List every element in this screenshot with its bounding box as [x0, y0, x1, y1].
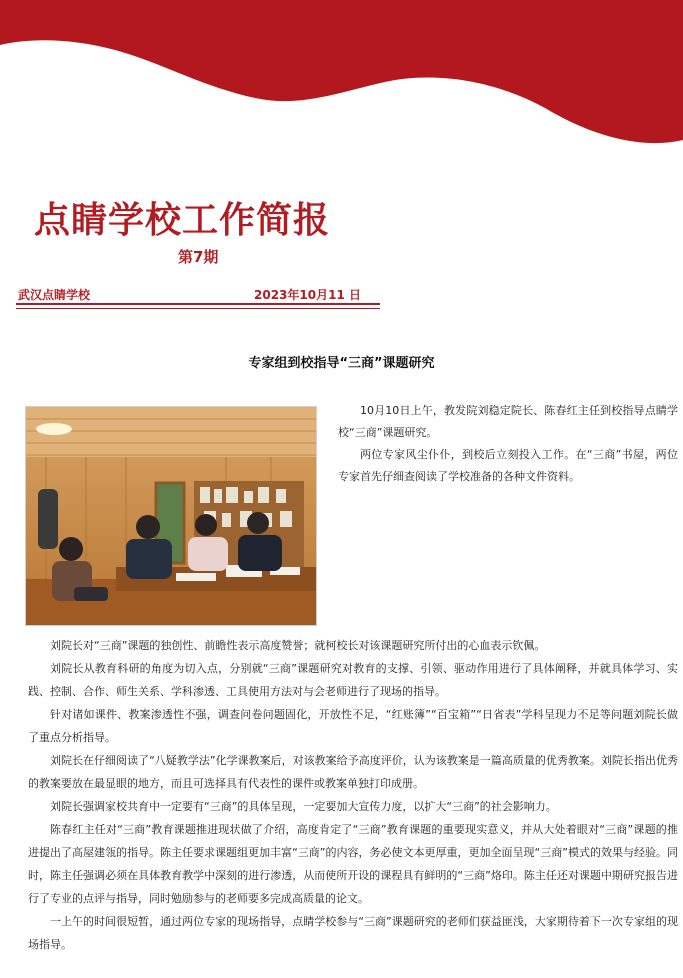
- article-intro: [338, 400, 678, 488]
- meeting-photo: [25, 406, 317, 626]
- issue-number: 第7期: [178, 248, 219, 266]
- body-paragraph: 陈春红主任对“三商”教育课题推进现状做了介绍，高度肯定了“三商”教育课题的重要现实意义，并从大处着眼对“三商”课题的推进提出了高屋建瓴的指导。陈主任要求课题组更加丰富“三商”的内容，务必使文本更厚重，更加全面呈现“三商”模式的效果与经验。同时，陈主任强调必须在具体教育教学中深刻的进行渗透，从而使所开设的课程具有鲜明的“三商”烙印。陈主任还对课题中期研究报告进行了专业的点评与指导，同时勉励参与的老师要多完成高质量的论文。: [28, 823, 678, 905]
- body-paragraph: 刘院长强调家校共育中一定要有“三商”的具体呈现，一定要加大宣传力度，以扩大“三商”的社会影响力。: [50, 800, 557, 813]
- body-paragraph: 一上午的时间很短暂，通过两位专家的现场指导，点睛学校参与“三商”课题研究的老师们获益匪浅，大家期待着下一次专家组的现场指导。: [28, 915, 678, 951]
- header-rule-thick: [16, 303, 380, 305]
- body-paragraph: 刘院长对“三商”课题的独创性、前瞻性表示高度赞誉；就柯校长对该课题研究所付出的心血表示钦佩。: [50, 639, 546, 652]
- header-rule-thin: [16, 308, 380, 309]
- header-wave-decoration: [0, 0, 683, 150]
- publish-date: 2023年10月11 日: [254, 288, 361, 302]
- intro-paragraph: 10月10日上午，教发院刘稳定院长、陈春红主任到校指导点睛学校“三商”课题研究。: [338, 404, 678, 439]
- page-title: 点睛学校工作简报: [34, 200, 331, 241]
- intro-paragraph: 两位专家风尘仆仆，到校后立刻投入工作。在“三商”书屋，两位专家首先仔细查阅读了学校准备的各种文件资料。: [338, 448, 678, 483]
- body-paragraph: 针对诸如课件、教案渗透性不强，调查问卷问题固化，开放性不足，“红账簿”“百宝箱”“日省表”学科呈现力不足等问题刘院长做了重点分析指导。: [28, 708, 678, 744]
- article-body: [28, 634, 678, 956]
- body-paragraph: 刘院长在仔细阅读了“八疑教学法”化学课教案后，对该教案给予高度评价，认为该教案是一篇高质量的优秀教案。刘院长指出优秀的教案要放在最显眼的地方，而且可选择具有代表性的课件或教案单独打印成册。: [28, 754, 678, 790]
- school-name: 武汉点睛学校: [18, 288, 91, 302]
- body-paragraph: 刘院长从教育科研的角度为切入点，分别就“三商”课题研究对教育的支撑、引领、驱动作用进行了具体阐释，并就具体学习、实践、控制、合作、师生关系、学科渗透、工具使用方法对与会老师进行了现场的指导。: [28, 662, 678, 698]
- article-headline: 专家组到校指导“三商”课题研究: [248, 356, 435, 371]
